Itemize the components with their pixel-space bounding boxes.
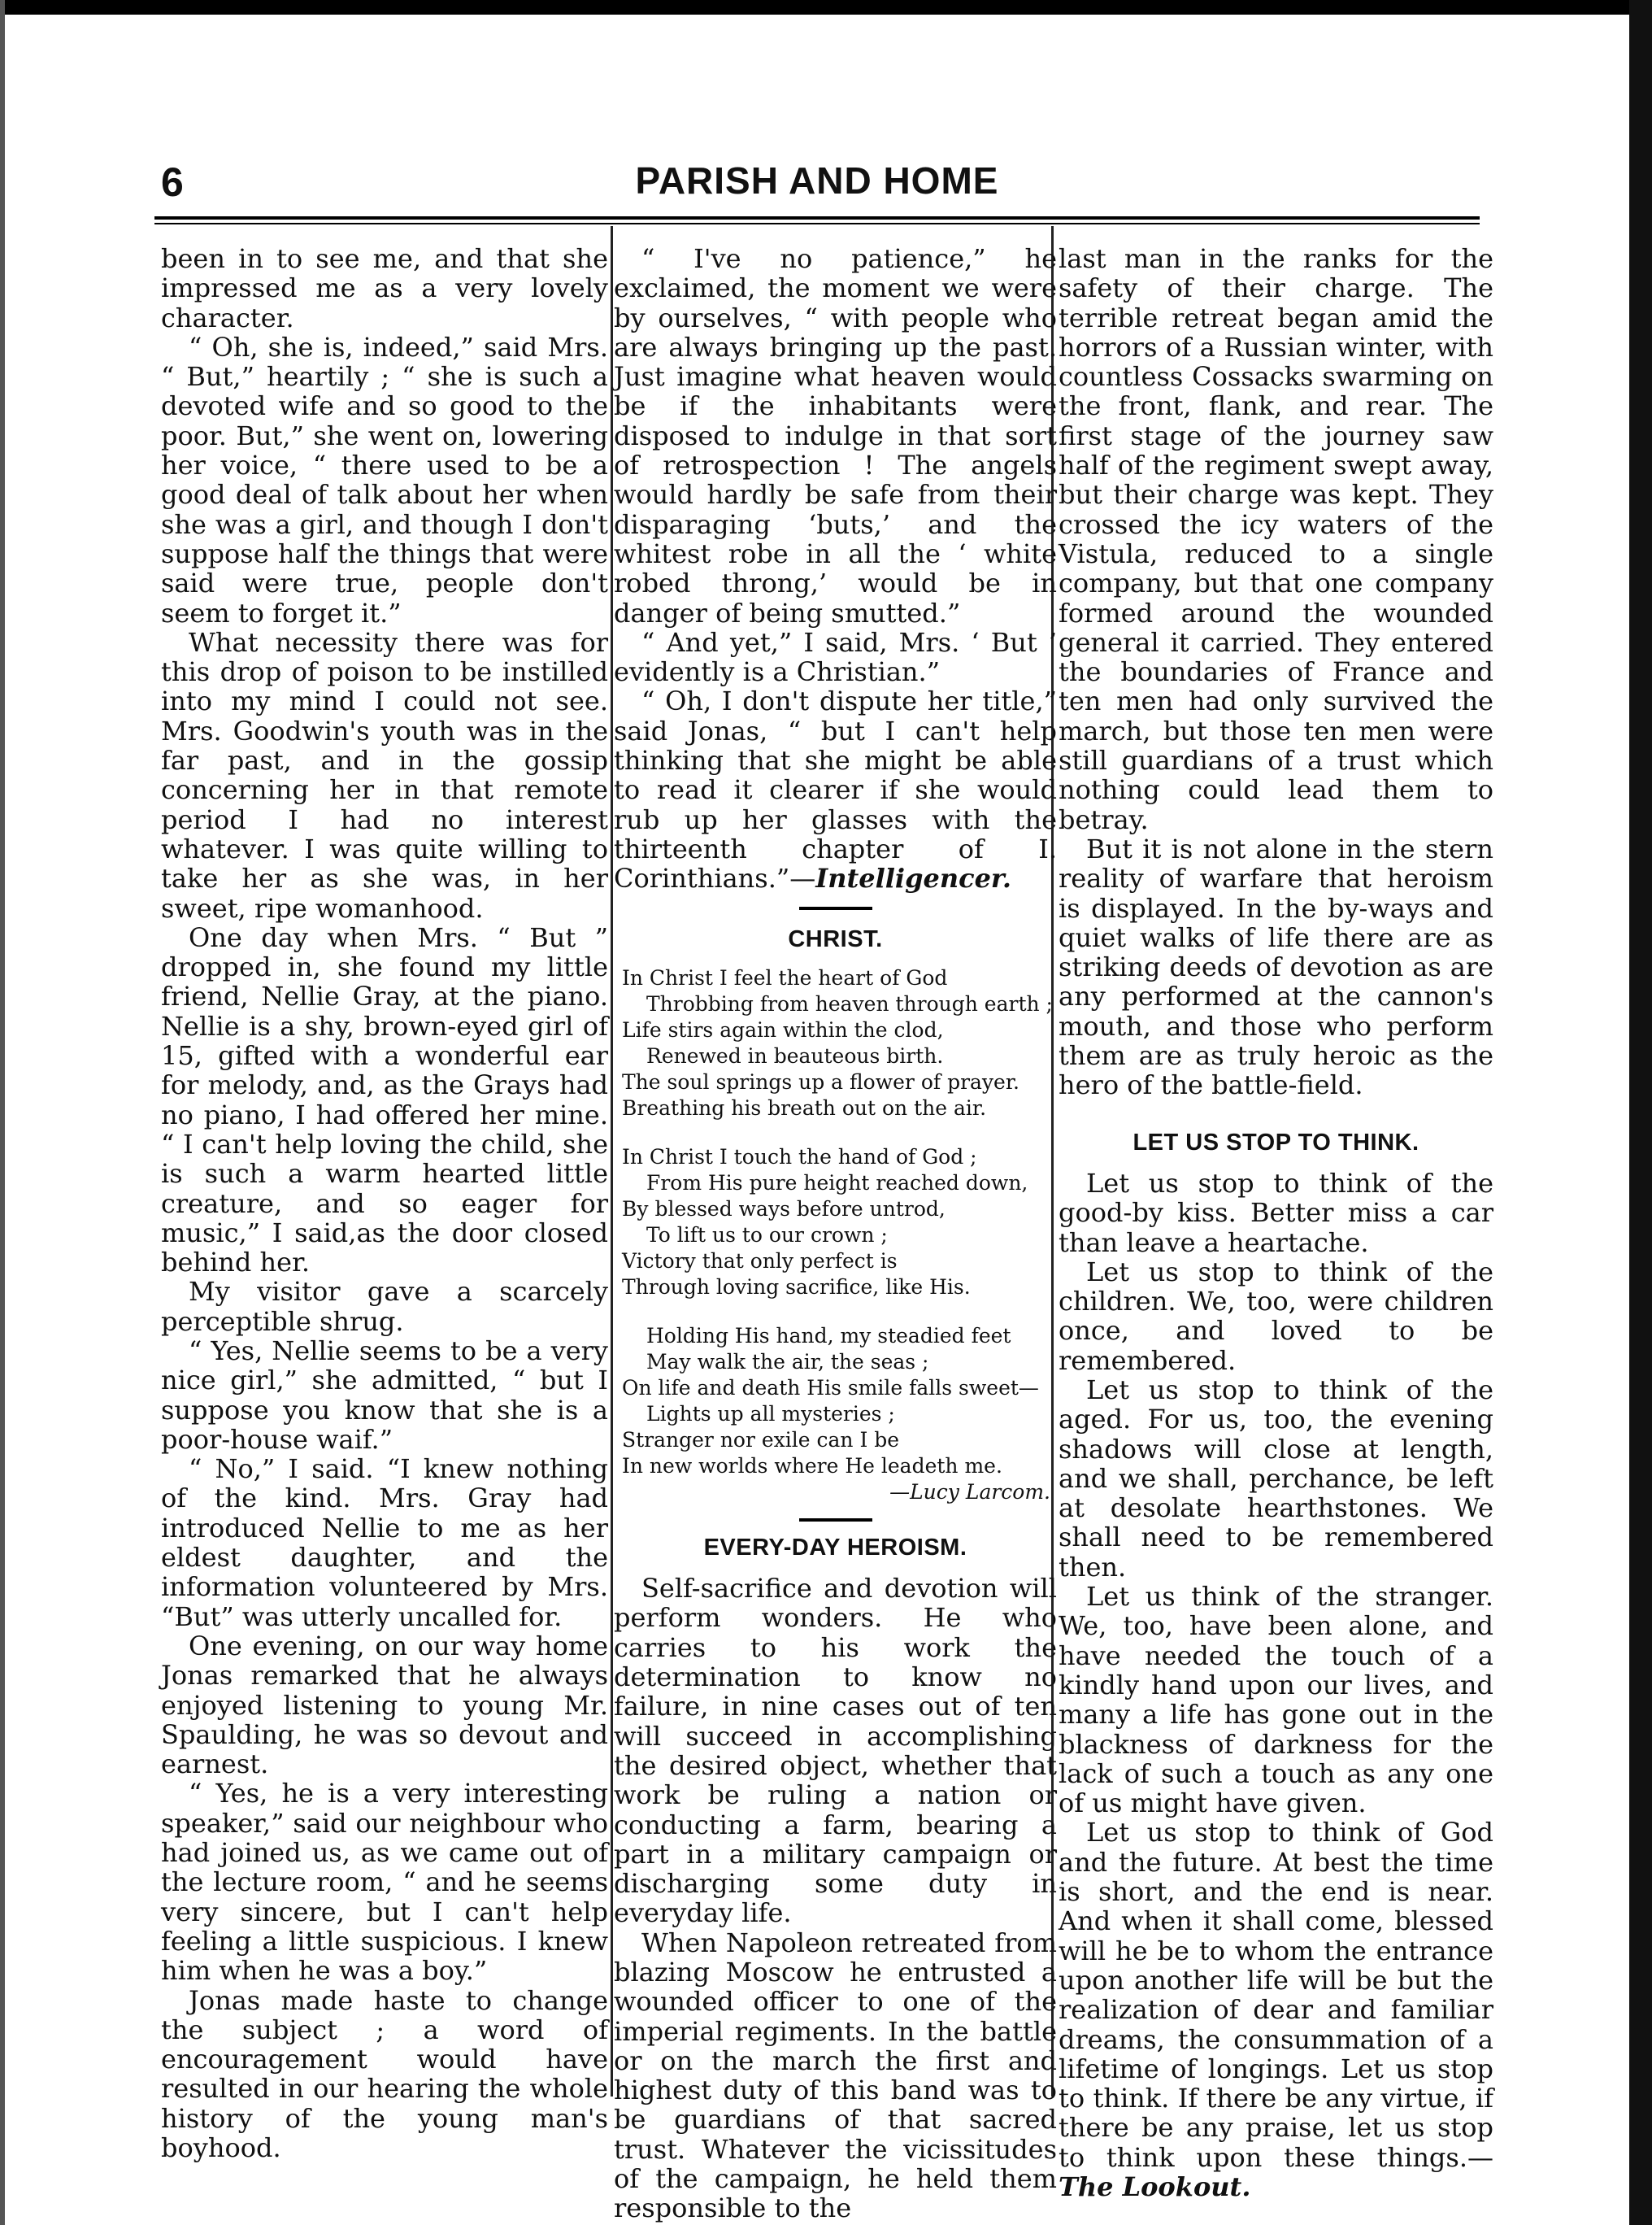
paragraph: But it is not alone in the stern reality of warfare that heroism is displayed. In the by-ways and quiet walks of life there are as striking deeds of devotion as are any performed at the cannon's mouth, and those who perform them are as truly heroic as the hero of the battle-field. [1059, 833, 1493, 1101]
page-header [154, 159, 1480, 216]
poem-line: In Christ I feel the heart of God [622, 965, 948, 990]
poem-line: May walk the air, the seas ; [646, 1349, 929, 1374]
paragraph: Let us think of the stranger. We, too, have been alone, and have needed the touch of a kindly hand upon our lives, and many a life has gone out in the blackness of darkness for the lack of such a touch as any one of us might have given. [1059, 1581, 1493, 1819]
paragraph: been in to see me, and that she impressed me as a very lovely character. [161, 243, 608, 333]
poem-author: —Lucy Larcom. [889, 1479, 1050, 1504]
paragraph: “ And yet,” I said, Mrs. ‘ But ’ evidently is a Christian.” [614, 626, 1057, 688]
poem-stanza [622, 965, 1057, 1121]
paragraph: One day when Mrs. “ But ” dropped in, she found my little friend, Nellie Gray, at the piano. Nellie is a shy, brown-eyed girl of 15, gifted with a wonderful ear for melody, and, as the Grays had no piano, I had offered her mine. “ I can't help loving the child, she is such a warm hearted little creature, and so eager for music,” I said,as the door closed behind her. [161, 921, 608, 1278]
section-separator [799, 1518, 872, 1522]
paragraph: My visitor gave a scarcely perceptible shrug. [161, 1276, 608, 1337]
poem-line: Stranger nor exile can I be [622, 1427, 900, 1452]
page-number: 6 [161, 159, 184, 205]
header-rule-thin [154, 223, 1480, 224]
poem-line: The soul springs up a flower of prayer. [622, 1069, 1020, 1094]
poem-line: Throbbing from heaven through earth ; [646, 991, 1053, 1016]
poem-line: On life and death His smile falls sweet— [622, 1375, 1039, 1400]
poem [622, 965, 1057, 1505]
section-title-heroism: EVERY-DAY HEROISM. [703, 1534, 967, 1561]
poem-line: From His pure height reached down, [646, 1170, 1028, 1195]
column-1 [161, 244, 608, 2162]
paragraph-text: “ Oh, I don't dispute her title,” said Jonas, “ but I can't help thinking that she might be able to read it clearer if she would rub up her glasses with the thirteenth chapter of I. Corinthians.”— [614, 686, 1057, 895]
paragraph: “ Yes, Nellie seems to be a very nice girl,” she admitted, “ but I suppose you know that she is a poor-house waif.” [161, 1335, 608, 1455]
paragraph: One evening, on our way home Jonas remarked that he always enjoyed listening to young Mr. Spaulding, he was so devout and earnest. [161, 1630, 608, 1780]
scan-top-border [0, 0, 1652, 15]
column-divider-1 [611, 226, 613, 2097]
poem-line: In Christ I touch the hand of God ; [622, 1144, 977, 1169]
paragraph: “ No,” I said. “I knew nothing of the kind. Mrs. Gray had introduced Nellie to me as her eldest daughter, and the information volunteered by Mrs. “But” was utterly uncalled for. [161, 1453, 608, 1632]
poem-line: Through loving sacrifice, like His. [622, 1274, 971, 1299]
poem-line: To lift us to our crown ; [646, 1222, 888, 1247]
paragraph: Jonas made haste to change the subject ; a word of encouragement would have resulted in our hearing the whole history of the young man's boyhood. [161, 1984, 608, 2163]
poem-line: Life stirs again within the clod, [622, 1017, 944, 1042]
header-rule-thick [154, 216, 1480, 220]
paragraph: “ Oh, she is, indeed,” said Mrs. “ But,” heartily ; “ she is such a devoted wife and so good to the poor. But,” she went on, lowering her voice, “ there used to be a good deal of talk about her when she was a girl, and though I don't suppose half the things that were said were true, people don't seem to forget it.” [161, 331, 608, 629]
scan-left-edge [0, 0, 5, 2225]
poem-line: By blessed ways before untrod, [622, 1196, 946, 1221]
scan-right-edge [1629, 0, 1652, 2225]
attribution: The Lookout. [1059, 2171, 1251, 2202]
poem-line: Holding His hand, my steadied feet [646, 1323, 1011, 1348]
paragraph-text: Let us stop to think of God and the future. At best the time is short, and the end is near. And when it shall come, blessed will he be to whom the entrance upon another life will be but the realization of dear and familiar dreams, the consummation of a lifetime of longings. Let us stop to think. If there be any virtue, if there be any praise, let us stop to think upon these things.— [1059, 1817, 1493, 2173]
poem-line: Victory that only perfect is [622, 1248, 898, 1273]
paragraph: Let us stop to think of the children. We, too, were children once, and loved to be remembered. [1059, 1256, 1493, 1376]
poem-stanza [622, 1144, 1057, 1300]
section-title-stop-to-think: LET US STOP TO THINK. [1132, 1129, 1419, 1156]
column-3 [1059, 244, 1493, 2201]
paragraph: “ Yes, he is a very interesting speaker,” said our neighbour who had joined us, as we came out of the lecture room, “ and he seems very sincere, but I can't help feeling a little suspicious. I knew him when he was a boy.” [161, 1778, 608, 1987]
column-2 [614, 244, 1057, 2223]
paragraph: last man in the ranks for the safety of their charge. The terrible retreat began amid the horrors of a Russian winter, with countless Cossacks swarming on the front, flank, and rear. The first stage of the journey saw half of the regiment swept away, but their charge was kept. They crossed the icy waters of the Vistula, reduced to a single company, but that one company formed around the wounded general it carried. They entered the boundaries of France and ten men had only survived the march, but those ten men were still guardians of a trust which nothing could lead them to betray. [1059, 243, 1493, 835]
poem-stanza [622, 1323, 1057, 1505]
poem-line: Lights up all mysteries ; [646, 1401, 895, 1426]
paragraph: Let us stop to think of the aged. For us, too, the evening shadows will close at length, and we shall, perchance, be left at desolate hearthstones. We shall need to be remembered then. [1059, 1374, 1493, 1583]
page-title: PARISH AND HOME [635, 159, 999, 202]
paragraph: Let us stop to think of the good-by kiss. Better miss a car than leave a heartache. [1059, 1167, 1493, 1258]
attribution: Intelligencer. [815, 863, 1011, 895]
paragraph: “ I've no patience,” he exclaimed, the moment we were by ourselves, “ with people who are always bringing up the past. Just imagine what heaven would be if the inhabitants were disposed to indulge in that sort of retrospection ! The angels would hardly be safe from their disparaging ‘buts,’ and the whitest robe in all the ‘ white robed throng,’ would be in danger of being smutted.” [614, 243, 1057, 629]
paragraph: What necessity there was for this drop of poison to be instilled into my mind I could not see. Mrs. Goodwin's youth was in the far past, and in the gossip concerning her in that remote period I had no interest whatever. I was quite willing to take her as she was, in her sweet, ripe womanhood. [161, 626, 608, 924]
paragraph: Self-sacrifice and devotion will perform wonders. He who carries to his work the determination to know no failure, in nine cases out of ten will succeed in accomplishing the desired object, whether that work be ruling a nation or conducting a farm, bearing a part in a military campaign or discharging some duty in everyday life. [614, 1573, 1057, 1929]
poem-title: CHRIST. [788, 925, 883, 952]
poem-line: Renewed in beauteous birth. [646, 1043, 944, 1068]
paragraph: When Napoleon retreated from blazing Moscow he entrusted a wounded officer to one of the imperial regiments. In the battle or on the march the first and highest duty of this band was to be guardians of that sacred trust. Whatever the vicissitudes of the campaign, he held them responsible to the [614, 1927, 1057, 2224]
poem-line: Breathing his breath out on the air. [622, 1095, 987, 1120]
section-separator [799, 907, 872, 910]
paragraph [1059, 1818, 1493, 2201]
paragraph [614, 686, 1057, 893]
poem-line: In new worlds where He leadeth me. [622, 1453, 1002, 1478]
